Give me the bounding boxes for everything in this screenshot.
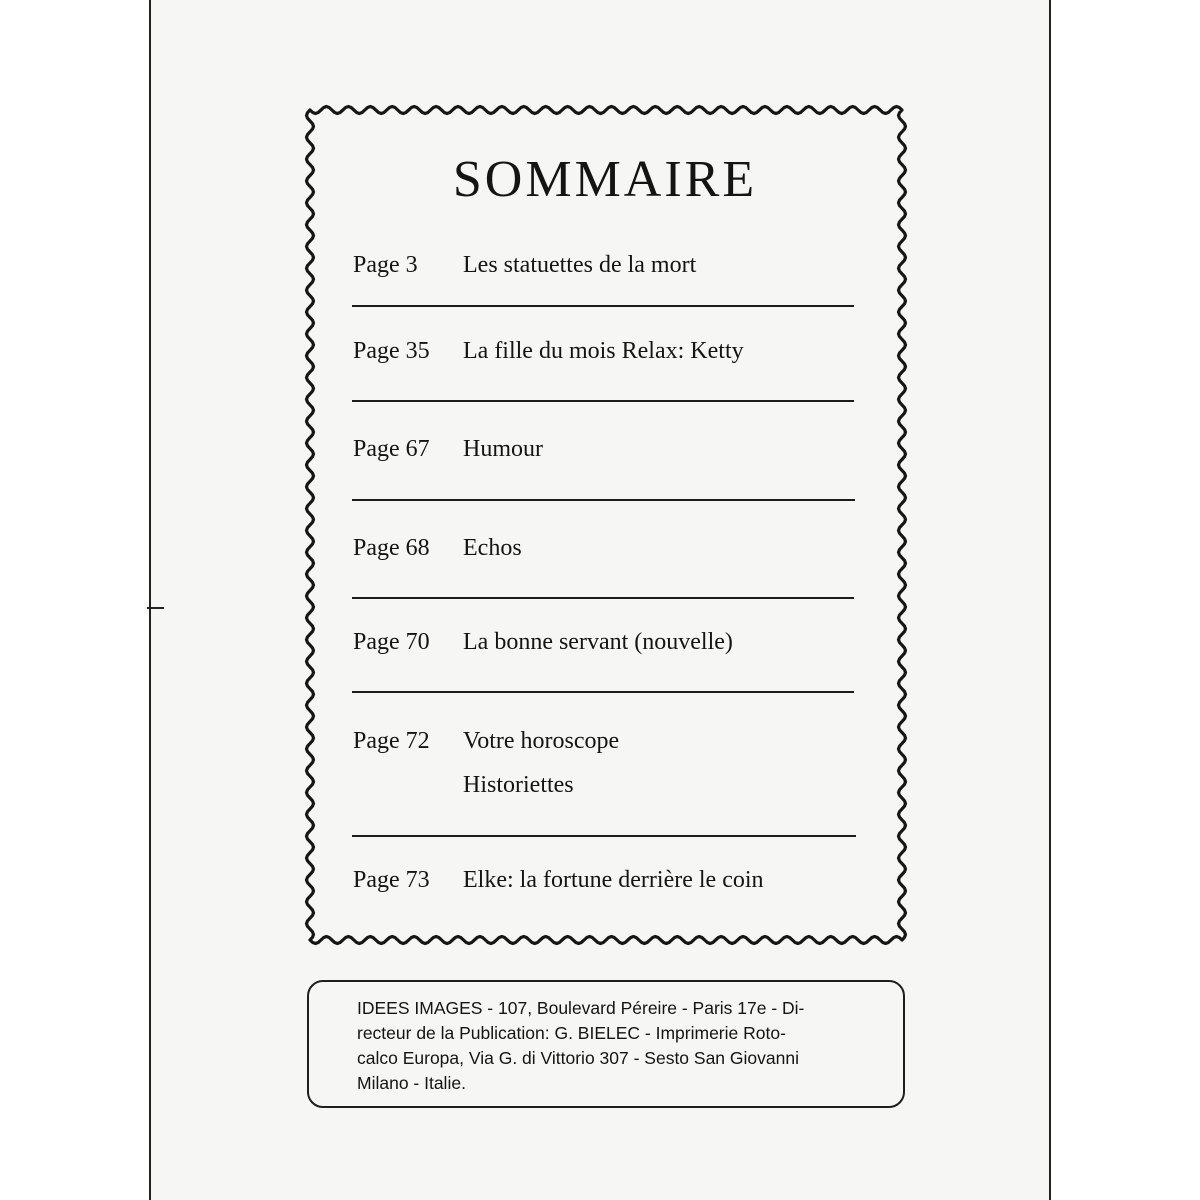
- toc-entry-title: Votre horoscope: [463, 728, 620, 754]
- toc-entry-title: La bonne servant (nouvelle): [463, 629, 733, 655]
- toc-divider: [352, 305, 854, 307]
- toc-entry-7: [353, 858, 764, 902]
- toc-entry-title: Humour: [463, 436, 543, 462]
- imprint-line: recteur de la Publication: G. BIELEC - Imprimerie Roto-: [357, 1023, 786, 1043]
- toc-page-number: Page 3: [353, 252, 418, 278]
- wavy-border-line: [307, 107, 906, 944]
- toc-divider: [352, 691, 854, 693]
- toc-entry-2: [353, 329, 744, 373]
- toc-divider: [352, 499, 855, 501]
- toc-entry-5: [353, 620, 733, 664]
- page-title: SOMMAIRE: [452, 151, 758, 208]
- toc-entry-title: Echos: [463, 535, 522, 561]
- toc-page-number: Page 72: [353, 728, 430, 754]
- imprint-line: Milano - Italie.: [357, 1073, 466, 1093]
- toc-page-number: Page 73: [353, 867, 430, 893]
- toc-entry-subtitle: Historiettes: [463, 772, 574, 798]
- toc-divider: [352, 597, 854, 599]
- imprint-line: calco Europa, Via G. di Vittorio 307 - Sesto San Giovanni: [357, 1048, 799, 1068]
- toc-page-number: Page 67: [353, 436, 430, 462]
- toc-entry-4: [353, 526, 522, 570]
- toc-entry-title: Elke: la fortune derrière le coin: [463, 867, 764, 893]
- toc-entry-title: La fille du mois Relax: Ketty: [463, 338, 744, 364]
- toc-page-number: Page 70: [353, 629, 430, 655]
- toc-entry-1: [353, 243, 696, 287]
- toc-divider: [352, 400, 854, 402]
- toc-entry-6: [353, 719, 619, 807]
- toc-entry-3: [353, 427, 543, 471]
- toc-entry-title: Les statuettes de la mort: [463, 252, 697, 278]
- imprint-box: [307, 980, 905, 1108]
- toc-page-number: Page 35: [353, 338, 430, 364]
- crop-mark: [147, 607, 164, 609]
- toc-wavy-frame: [300, 100, 912, 950]
- toc-page-number: Page 68: [353, 535, 430, 561]
- imprint-line: IDEES IMAGES - 107, Boulevard Péreire - Paris 17e - Di-: [357, 998, 805, 1018]
- toc-divider: [352, 835, 856, 837]
